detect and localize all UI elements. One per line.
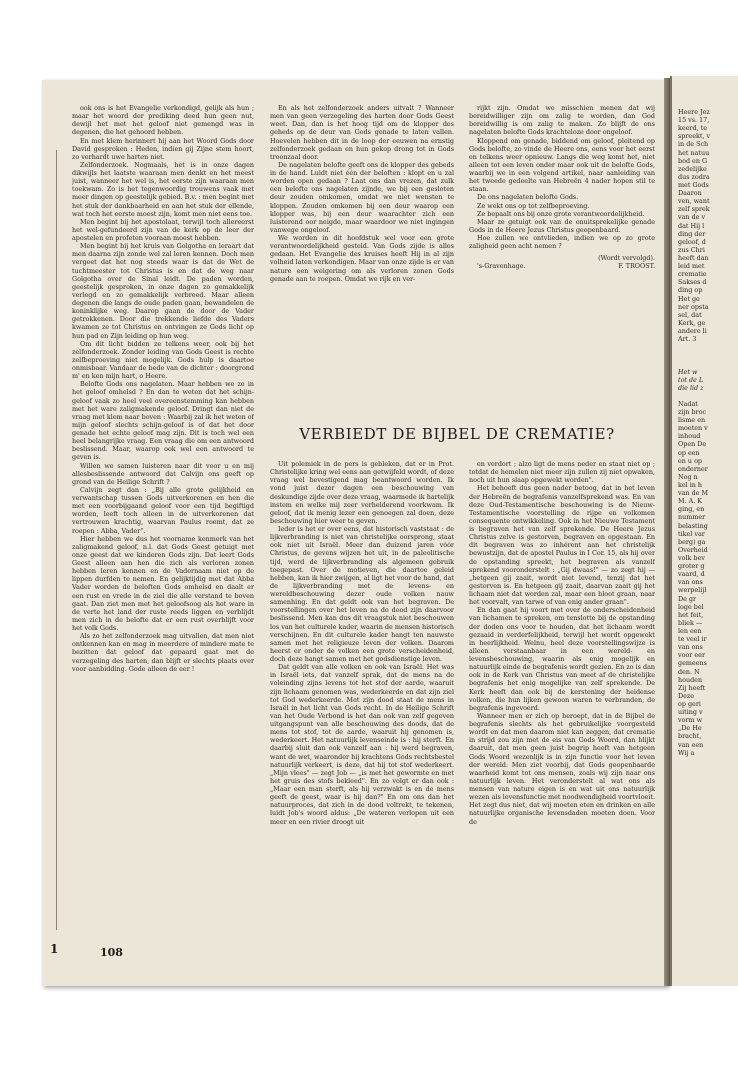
article-headline: VERBIEDT DE BIJBEL DE CREMATIE? (299, 425, 615, 443)
text-fragment: tot de L (678, 375, 704, 384)
article-column-left (270, 460, 454, 965)
text-fragment: bliek — (678, 618, 703, 627)
page-number: 108 (100, 946, 123, 959)
text-fragment: Overheid (678, 545, 708, 554)
text-fragment: van ons (678, 643, 703, 652)
text-fragment: het natuu (678, 148, 710, 157)
paragraph: Het behoeft dus geen nader betoog, dat in het leven der Hebreën de begrafenis vanzelfsprekend was. En van deze Oud-Testamentische beschouwing is de Nieuw-Testamentische voorstelling de rijpe en volkomen consequente ontwikkeling. Ook in het Nieuwe Testament is begraven het van zelf sprekende. De Heere Jezus Christus zelve is gestorven, begraven en opgestaan. En dit begraven was zo inhérent aan het christelijk bewustzijn, dat de apostel Paulus in I Cor. 15, als hij over de opstanding spreekt, het begraven als vanzelf sprekend vooronderstelt : „Gij dwaas!" — zo zegt hij — „hetgeen gij zaait, wordt niet levend, tenzij dat het gestorven is. En hetgeen gij zaait, daarvan zaait gij het lichaam niet dat worden zal, maar een bloot graan, naar het voorvalt, van tarwe of van enig ander graan". (469, 484, 655, 607)
text-fragment: Het w (678, 367, 698, 376)
text-fragment: en u op (678, 456, 703, 465)
text-fragment (678, 392, 738, 400)
paragraph: Kloppend om genade, biddend om geloof, pleitend op Gods belofte, zo vinde de Heere ons, eens voor het eerst en telkens weer opnieuw. Langs die weg komt het, niet alleen tot een leven onder maar ook uit de belofte Gods, waarbij we in een volgend artikel, naar aanleiding van het tweede gedeelte van Hebreën 4 nader hopen stil te staan. (469, 136, 655, 194)
text-fragment: te veel ir (678, 635, 707, 644)
continued-note (469, 254, 655, 262)
text-fragment: werpelijl (678, 586, 707, 595)
text-fragment: ding op (678, 286, 703, 295)
paragraph: Belofte Gods ons nagelaten. Maar hebben we ze in het geloof omhelsd ? En dan te weten dat het schijn-geloof vaak zo heel veel overeenstemming kan hebben met het ware zaligmakende geloof. Dringt dan niet de vraag met klem naar boven : Waarbij zal ik het weten of mijn geloof slechts schijn-geloof is of dat het door genade het echte geloof mag zijn. Dit is toch wel een heel belangrijke vraag. Een vraag die om een antwoord beslissend. Maar, waarop ook wel een antwoord te geven is. (72, 380, 254, 462)
paragraph: en verdort ; alzo ligt de mens neder en staat niet op ; totdat de hemelen niet meer zijn zullen zij niet opwaken, noch uit hun slaap opgewekt worden". (469, 460, 655, 485)
text-fragment: tikel var (678, 529, 705, 538)
paragraph: rijkt zijn. Omdat we misschien menen dat wij bereidwilliger zijn om zalig te worden, dan God bereidwillig is om zalig te maken. Zo blijft de ons nagelaten belofte Gods krachteloze door ongeloof. (469, 104, 655, 137)
text-fragment: Open De (678, 440, 707, 449)
paragraph: Hier hebben we dus het voorname kenmerk van het zaligmakend geloof, n.l. dat Gods Geest getuigt met onze geest dat we kinderen Gods zijn. Dat leert Gods Geest alleen aan hen die zich als verloren zonen hebben leren kennen en de Vadernaam niet op de lippen durfden te nemen. En gelijktijdig met dat Abba Vader worden de beloften Gods omhelsd en daalt er een rust en vrede in de ziel die alle verstand te boven gaat. Dan ziet men met het geloofsoog als het ware in de verte het land der ruste reeds liggen en verblijdt men zich in de belofte dat er een rust overblijft voor het volk Gods. (72, 534, 254, 632)
paragraph: Men begint bij het apostolaat, terwijl toch allereerst het wel-gefundeerd zijn van de kerk op de leer der apostelen en profeten vooraan moest hebben. (72, 217, 254, 242)
paragraph: Hoe zullen we ontvlieden, indien we op zo grote zaligheid geen acht nemen ? (469, 234, 655, 251)
text-fragment: „De He (678, 724, 702, 733)
edge-mark: 1 (50, 942, 59, 956)
text-fragment: voor eer (678, 651, 706, 660)
text-fragment: keerd, te (678, 124, 707, 133)
text-fragment: geloof, d (678, 237, 706, 246)
text-fragment: Nadat (678, 399, 698, 408)
text-fragment: zijn broc (678, 408, 707, 417)
text-fragment: ven, want (678, 197, 710, 206)
column-1 (72, 104, 254, 934)
adjacent-page (670, 76, 738, 986)
text-fragment: 15 vs. 17, (678, 116, 710, 125)
text-fragment: inhoud (678, 432, 701, 441)
text-fragment: houden (678, 675, 703, 684)
paragraph: We worden in dit hoofdstuk wel voor een grote verantwoordelijkheid gesteld. Van Gods zijde is alles gedaan. Het Evangelie des kruises heeft Hij in al zijn volheid laten verkondigen. Maar van onze zijde is er van nature een weigering om als verloren zonen Gods genade aan te roepen. Omdat we rijk en ver- (270, 234, 454, 283)
text-fragment: Deze (678, 691, 695, 700)
paragraph: Maar ze getuigt ook van de onuitsprekelijke genade Gods in de Heere Jezus Christus geopenbaard. (469, 217, 655, 234)
text-fragment: van ons (678, 578, 703, 587)
text-fragment: zelf sprek (678, 205, 710, 214)
text-fragment: van een (678, 740, 704, 749)
text-fragment: leid met (678, 262, 705, 271)
adjacent-page-text (678, 108, 738, 757)
text-fragment: vaard, d (678, 570, 705, 579)
text-fragment: Zij heeft (678, 683, 706, 692)
text-fragment: Het ge (678, 294, 700, 303)
binding-margin-line (56, 150, 57, 930)
text-fragment: crematie (678, 270, 707, 279)
paragraph: Ieder is het er over eens, dat historisch vaststaat : de lijkverbranding is niet van christelijke oorsprong, staat ook niet uit Israël. Meer dan duizend jaren vóór Christus, de gevens wijzen het uit, in de paleolitische tijd, werd de lijkverbranding als algemeen gebruik toegepast. Over de motieven, die daartoe geleid hebben, kan ik hier zwijgen, al ligt het voor de hand, dat de lijkverbranding met de levens- en wereldbeschouwing dezer oude volken nauw samenhing. En dat geldt ook van het begraven. De voorstellingen over het leven na de dood zijn daarvoor beslissend. Men kan dus dit vraagstuk niet beschouwen los van het culturele kader, waarin de mensen historisch verschijnen. En dit culturele kader hangt ten nauwste samen met het religieuze leven der volken. Daarom heerst er onder de volken een grote verscheidenheid, doch deze hangt samen met het godsdienstige leven. (270, 525, 454, 663)
article-column-right (469, 460, 655, 965)
text-fragment: het feit, (678, 610, 704, 619)
text-fragment: M. A. K (678, 497, 703, 506)
text-fragment: bod en G (678, 156, 708, 165)
text-fragment: berg) ga (678, 537, 706, 546)
text-fragment: moeten v (678, 424, 708, 433)
column-3 (469, 104, 655, 364)
paragraph: Als zo het zelfonderzoek mag uitvallen, dat men niet ontkennen kan en mag in meerdere of mindere mate te bezitten dat geloof dat gepaard gaat met de verzegeling des harten, dan blijft er slechts plaats over voor aanbidding. Gode alleen de eer ! (72, 632, 254, 673)
text-fragment: ging, en (678, 505, 705, 514)
paragraph: Dat geldt van alle volken en ook van Israël. Het was in Israël iets, dat vanzelf sprak, dat de mens na de voleinding zijns levens tot het stof der aarde, waaruit zijn lichaam genomen was, wederkeerde en dat zijn ziel tot God wederkeerde. Met zijn dood staat de mens in Israël in het licht van Gods recht. In de Heilige Schrift van het Oude Verbond is het dan ook van zelf gegeven uitgangspunt van alle beschouwing des doods, dat de mens tot stof, tot de aarde, waaruit hij genomen is, wederkeert. Het natuurlijk levenseinde is : hij sterft. En daarbij sluit dan ook vanzelf aan : hij werd begraven, want de wet, waaronder hij krachtens Gods rechtsbestel natuurlijk verkeert, is deze, dat hij tot stof wederkeert. „Mijn vlees" — zegt Job — „is met het gewormte en met het gruis des stofs bekleed". En zo volgt er dan ook : „Maar een man sterft, als hij verzwakt is en de mens geeft de geest, waar is hij dan?" En om ons dan het natuurproces, dat zich in de dood voltrekt, te tekenen, luidt Job's woord aldus: „De wateren verlopen uit een meer en een rivier droogt uit (270, 663, 454, 826)
text-fragment: van de v (678, 213, 706, 222)
text-fragment (678, 359, 738, 367)
magazine-page (42, 80, 668, 986)
text-fragment: andere li (678, 326, 707, 335)
paragraph: De nagelaten belofte geeft ons de klopper des gebeds in de hand. Luidt niet één der beloften : klopt en u zal worden open gedaan ? Laat ons dan vrezen, dat zulk een belofte ons nagelaten zijnde, we bij een gesloten deur zouden omkomen, omdat we niet wensten te kloppen. Zouden omkomen bij een deur waarop een klopper was, bij een deur waarachter zich een luisterend oor neigde, maar waardoor we niet ingingen vanwege ongeloof. (270, 160, 454, 234)
text-fragment: groter g (678, 562, 705, 571)
paragraph: En dan gaat hij voort met over de onderscheidenheid van lichamen te spreken, om tenslotte bij de opstanding der doden ons voor te houden, dat het lichaam wordt gezaaid in verderfelijkheid, terwijl het wordt opgewekt in heerlijkheid. Welnu, heel deze voorstellingswijze is alleen verstaanbaar in een wereld- en levensbeschouwing, waarin als enig mogelijk en natuurlijk einde de begrafenis wordt gezien. En zo is dan ook in de Kerk van Christus van meet af de christelijke begrafenis het enig mogelijke van zelf sprekende. De Kerk heeft dan ook bij de kerstening der heidense volken, die hun lijken gewoon waren te verbranden, de begrafenis ingevoerd. (469, 606, 655, 712)
text-fragment (678, 343, 738, 351)
text-fragment: bracht, (678, 732, 702, 741)
text-fragment: nummer (678, 513, 706, 522)
text-fragment: len een (678, 627, 702, 635)
text-fragment: De gr (678, 594, 697, 603)
text-fragment: Kerk, ge (678, 318, 706, 327)
text-fragment: ding der (678, 229, 706, 238)
paragraph: Wanneer men er zich op beroept, dat in de Bijbel de begrafenis slechts als het gebruikelijke voorgesteld wordt en dat men daarom niet kan zeggen, dat crematie in strijd zou zijn met de eis van Gods Woord, dan blijkt daaruit, dat men geen juist begrip heeft van hetgeen Gods Woord wezenlijk is in zijn functie voor het leven der wereld. Men ziet voorbij, dat Gods geopenbaarde waarheid komt tot ons mensen, zoals wij zijn naar ons natuurlijk leven. Het veronderstelt al wat ons als mensen van nature eigen is en wat uit ons natuurlijk wezen als levensfunctie met noodwendigheid voortvloeit. Het zegt dus niet, dat wij moeten eten en drinken en alle natuurlijke organische levensdaden moeten doen. Voor de (469, 711, 655, 826)
text-fragment: onderner (678, 464, 708, 473)
text-fragment: den. N (678, 667, 700, 676)
text-fragment: sel, dat (678, 310, 702, 319)
text-fragment: Daaron (678, 189, 702, 198)
text-fragment: Nog n (678, 472, 698, 481)
text-fragment: belasting (678, 521, 708, 530)
paragraph: En als het zelfonderzoek anders uitvalt ? Wanneer men van geen verzegeling des harten door Gods Geest weet. Dan, dan is het hoog tijd om de klopper des geheds op de deur van Gods genade te laten vallen. Hoevelen hebben dit in de loop der eeuwen na ernstig zelfonderzoek gedaan en hun gekop drong tot in Gods troonzaal door. (270, 104, 454, 161)
text-fragment: uiting v (678, 708, 703, 717)
text-fragment: kel in h (678, 481, 703, 490)
text-fragment: Art. 3 (678, 335, 697, 344)
paragraph: Uit polemiek in de pers is gebleken, dat er in Prot. Christelijke kring wel eens aan getwijfeld wordt, of deze vraag wel bevestigend mag beantwoord worden. Ik vond juist dezer dagen een beschouwing van deskundige zijde over deze vraag, waarmede ik hartelijk instem en welke mij zeer verhelderend voorkwam. Ik geloof, dat ik menig lezer een genoegen zal doen, deze beschouwing hier weer te geven. (270, 460, 454, 525)
text-fragment: zus Chri (678, 245, 705, 254)
continued-text: (Wordt vervolgd). (598, 254, 655, 263)
text-fragment (678, 351, 738, 359)
text-fragment: op een (678, 448, 700, 457)
text-fragment: spreekt, v (678, 132, 711, 141)
text-fragment: op geri (678, 699, 701, 708)
signoff-place: 's-Gravenhage. (477, 262, 526, 271)
text-fragment: heeft dan (678, 253, 709, 262)
text-fragment: lisme en (678, 416, 706, 425)
text-fragment: ner opsta (678, 302, 709, 311)
paragraph: Men begint bij het kruis van Golgotha en leraart dat men daarna zijn zonde wel zal leren kennen. Doch men vergeet dat het nog steeds waar is dat de Wet de tuchtmeester tot Christus is en dat de weg naar Golgotha over de Sinaï leidt. De paden worden, geestelijk gesproken, in onze dagen zo gemakkelijk verlegd en zo gemakkelijk verbreed. Maar alleen degenen die langs de oude paden gaan, bewandelen de koninklijke weg. Daarop gaan de door de Vader getrokkenen. Door die trekkende liefde des Vaders kwamen ze tot Christus en ontvingen ze Gods licht op hun pad en Zijn leiding op hun weg. (72, 242, 254, 340)
text-fragment: van de M (678, 489, 709, 498)
text-fragment: loge bel (678, 602, 704, 611)
signoff-author: F. TROOST. (618, 262, 655, 271)
text-fragment: gemeens (678, 659, 707, 668)
paragraph: En met klem herinnert hij aan het Woord Gods door David gesproken : Heden, indien gij Zijne stem hoort, zo verhardt uwe harten niet. (72, 136, 254, 161)
text-fragment: volk bev (678, 554, 705, 563)
text-fragment: Heere Jez (678, 108, 710, 116)
text-fragment: Sakses d (678, 278, 707, 287)
text-fragment: Wij a (678, 748, 695, 757)
paragraph: Zelfonderzoek. Nogmaals, het is in onze dagen dikwijls het laatste waaraan men denkt en het meest juist, wanneer het wel is, het eerste zijn waaraan men toekwam. Zo is het tegenwoordig trouwens vaak met meer dingen op geestelijk gebied. B.v. : men begint met het stuk der dankbaarheid en aan het stuk der ellende, wat toch het eerste moest zijn, komt men niet eens toe. (72, 160, 254, 218)
text-fragment: die lid z (678, 383, 704, 392)
column-2 (270, 104, 454, 364)
text-fragment: zedelijke (678, 164, 707, 173)
paragraph: ook ons is het Evangelie verkondigd, gelijk als hun ; maar het woord der prediking deed hun geen nut, dewijl het met het geloof niet gemengd was in degenen, die het gehoord hebben. (72, 104, 254, 137)
signature-line (469, 262, 655, 270)
paragraph: Ze bepaalt ons bij onze grote verantwoordelijkheid. (477, 209, 645, 218)
paragraph: Willen we samen luisteren naar dit voor u en mij allesbeslissende antwoord dat Calvijn ons geeft op grond van de Heilige Schrift ? (72, 461, 254, 486)
paragraph: De ons nagelaten belofte Gods. (477, 193, 579, 202)
paragraph: Calvijn zegt dan : „Bij alle grote gelijkheid en verwantschap tussen Gods uitverkorenen en hen die met een voorbijgaand geloof voor een tijd begiftigd worden, leeft toch alleen in de uitverkorenen dat vertrouwen krachtig, waarvan Paulus roemt, dat ze roepen : Abba, Vader". (72, 485, 254, 535)
text-fragment: vorm w (678, 716, 703, 725)
paragraph: Om dit licht bidden ze telkens weer, ook bij het zelfonderzoek. Zonder leiding van Gods Geest is rechte zelfbeproeving niet mogelijk. Gods hulp is daartoe onmisbaar. Vandaar de bede van de dichter : doorgrond m' en ken mijn hart, o Heere. (72, 339, 254, 381)
text-fragment: in de Sch (678, 140, 709, 149)
text-fragment: dat Hij l (678, 221, 705, 230)
text-fragment: dus zodra (678, 172, 710, 181)
paragraph: Ze wekt ons op tot zelfbeproeving. (477, 201, 590, 210)
text-fragment: met Gods (678, 180, 709, 189)
